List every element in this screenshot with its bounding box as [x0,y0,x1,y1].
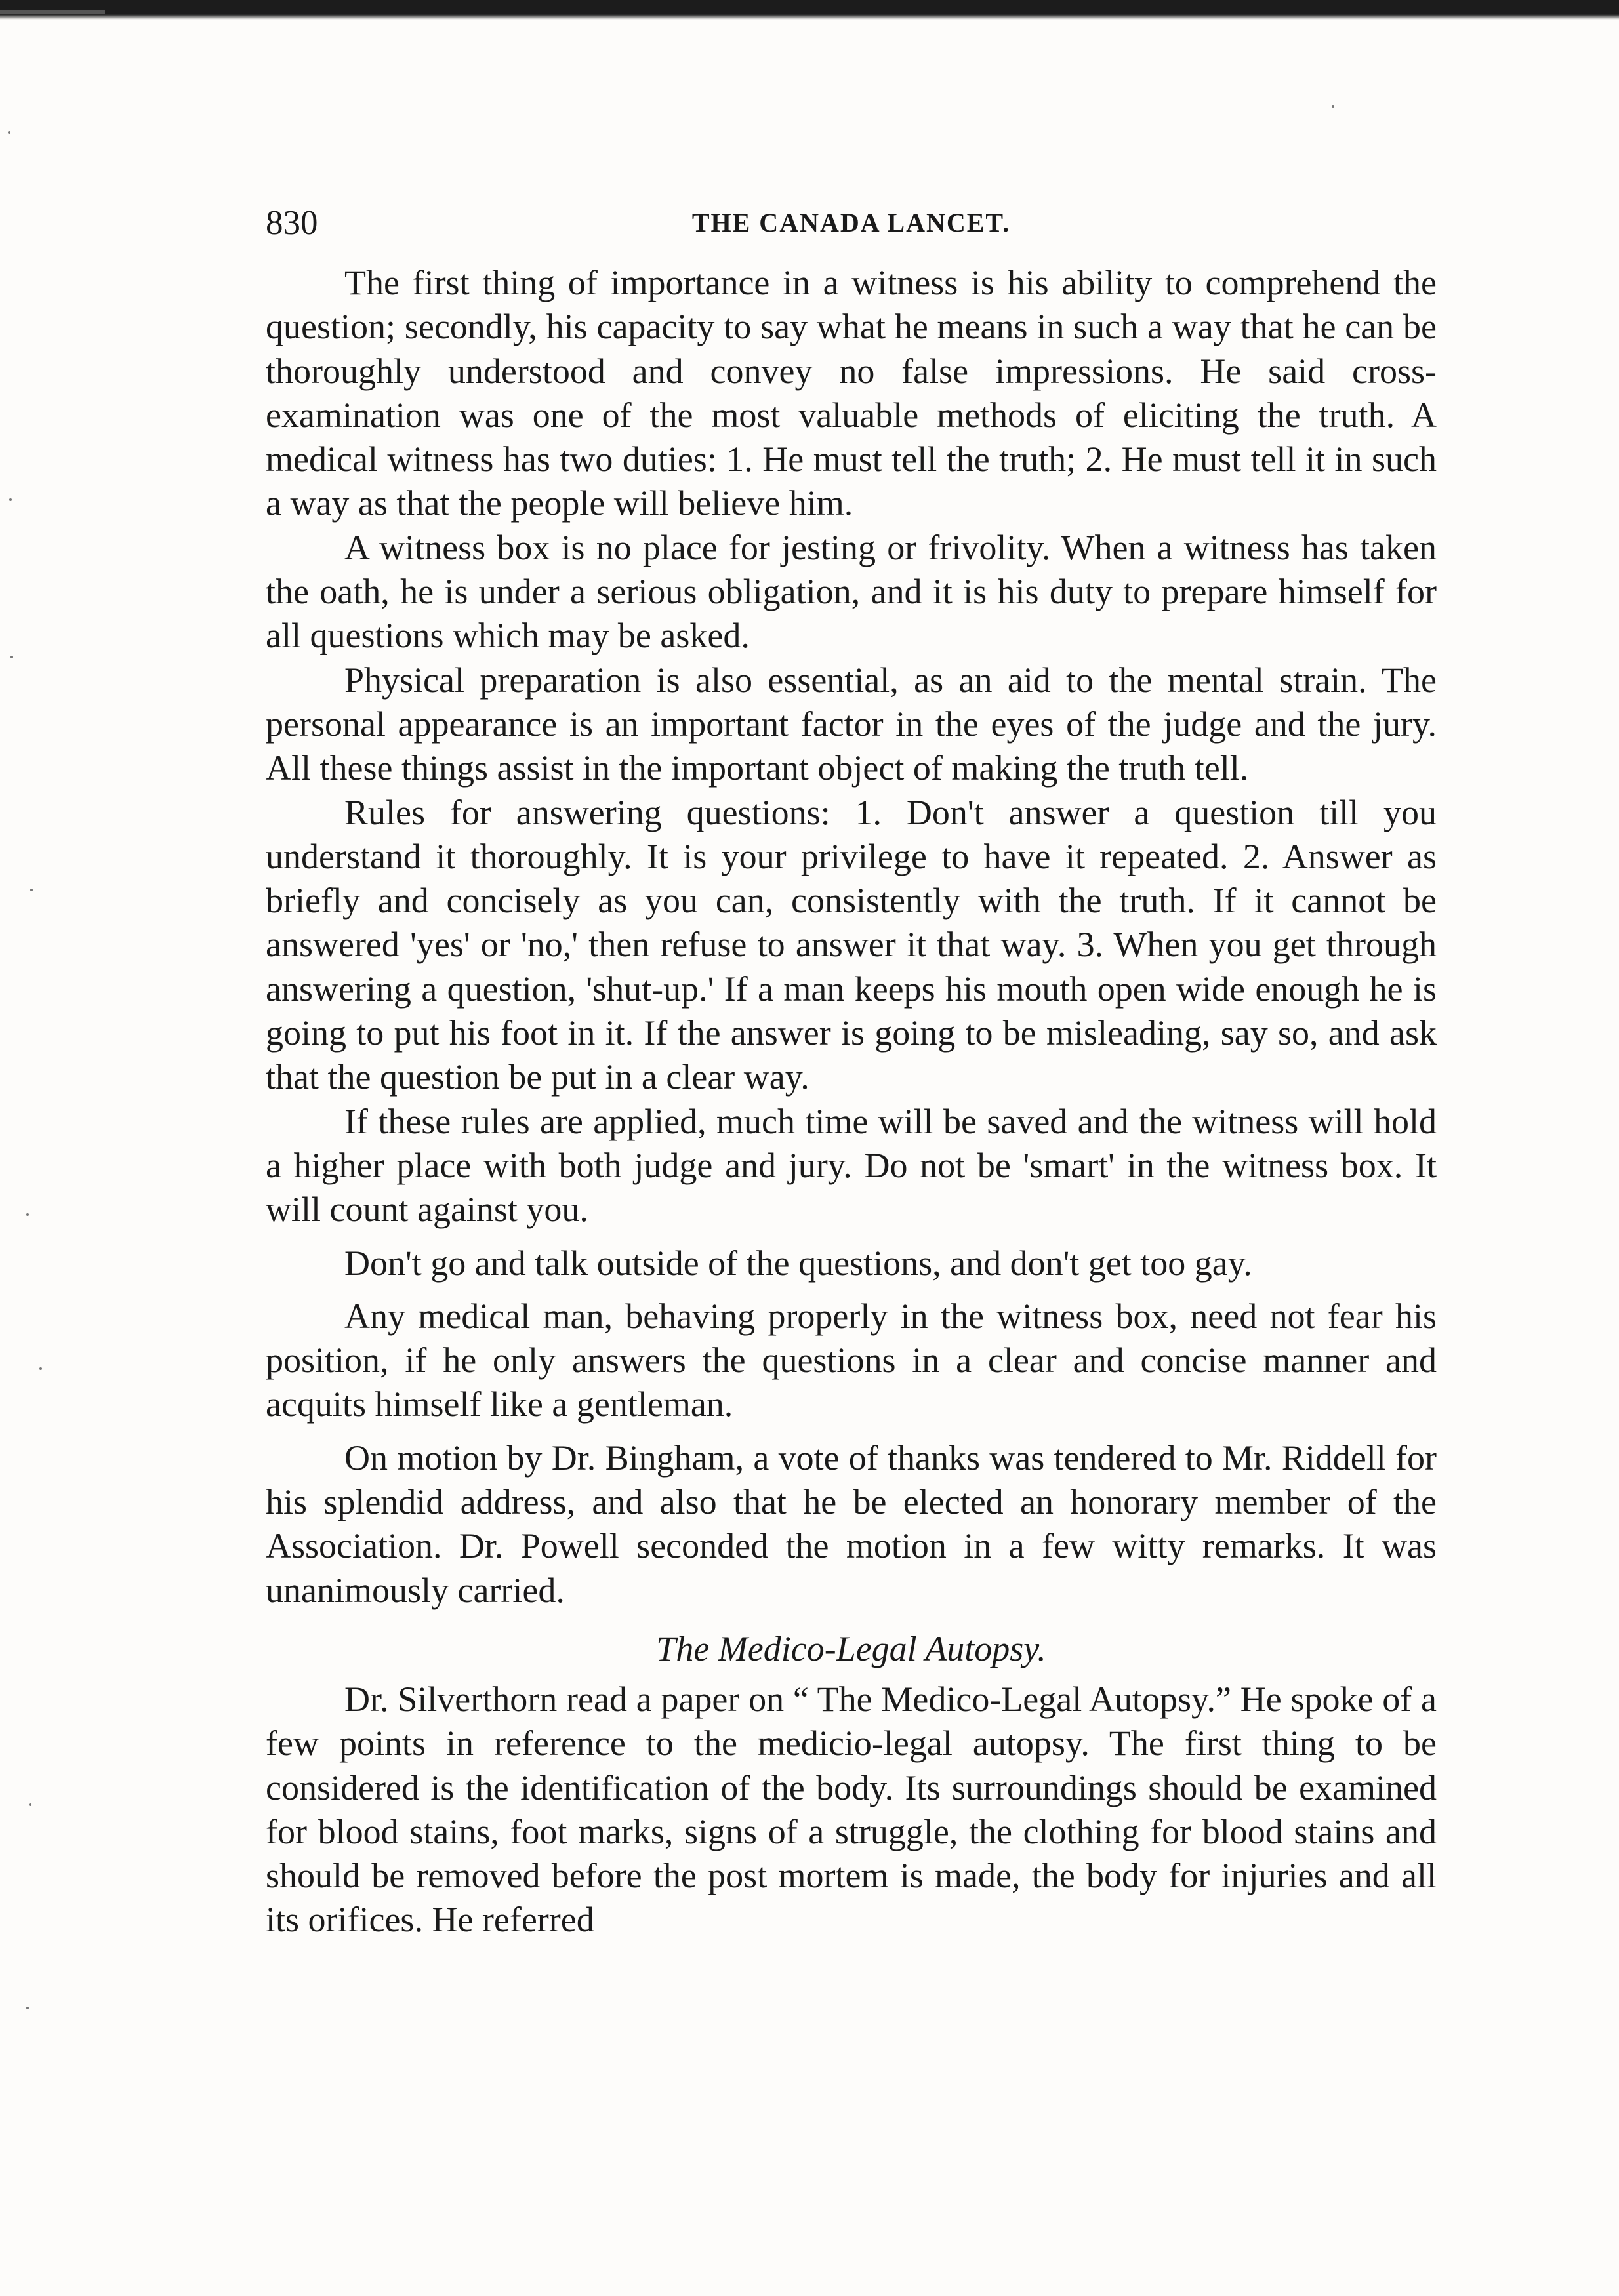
paragraph: Don't go and talk outside of the questions, and don't get too gay. [344,1243,1252,1283]
paragraph: Any medical man, behaving properly in the witness box, need not fear his position, if he only answers the questions in a clear and concise manner and acquits himself like a gentleman. [266,1296,1437,1424]
paragraph: Dr. Silverthorn read a paper on “ The Medico-Legal Autopsy.” He spoke of a few points in reference to the medicio-legal autopsy. The first thing to be considered is the identification of the body. Its surroundings should be examined for blood stains, foot marks, signs of a struggle, the clothing for blood stains and should be removed before the post mortem is made, the body for injuries and all its orifices. He referred [266,1679,1437,1940]
page-header [266,197,1437,249]
paragraph: A witness box is no place for jesting or frivolity. When a witness has taken the oath, he is under a serious obligation, and it is his duty to prepare himself for all questions which may be asked. [266,527,1437,656]
scan-speck [9,498,12,501]
scan-speck [10,656,13,658]
paragraph: The first thing of importance in a witness is his ability to comprehend the question; secondly, his capacity to say what he means in such a way that he can be thoroughly understood and convey no false impressions. He said cross-examination was one of the most valuable methods of eliciting the truth. A medical witness has two duties: 1. He must tell the truth; 2. He must tell it in such a way as that the people will believe him. [266,263,1437,523]
top-edge-mark [0,10,105,14]
top-edge-rule [0,0,1619,20]
section-heading: The Medico-Legal Autopsy. [656,1628,1046,1668]
scan-speck [1332,105,1334,108]
paragraph: Rules for answering questions: 1. Don't answer a question till you understand it thoroughly. It is your privilege to have it repeated. 2. Answer as briefly and concisely as you can, consistently with the truth. If it cannot be answered 'yes' or 'no,' then refuse to answer it that way. 3. When you get through answering a question, 'shut-up.' If a man keeps his mouth open wide enough he is going to put his foot in it. If the answer is going to be misleading, say so, and ask that the question be put in a clear way. [266,792,1437,1097]
scan-speck [26,1213,29,1216]
scan-speck [29,1803,31,1806]
paragraph: On motion by Dr. Bingham, a vote of thanks was tendered to Mr. Riddell for his splendid address, and also that he be elected an honorary member of the Association. Dr. Powell seconded the motion in a few witty remarks. It was unanimously carried. [266,1438,1437,1610]
running-title: THE CANADA LANCET. [691,208,1011,237]
scan-speck [30,889,33,891]
scan-speck [39,1367,42,1370]
page-number: 830 [266,204,318,242]
article-body [266,261,1437,1943]
paragraph: Physical preparation is also essential, as an aid to the mental strain. The personal appearance is an important factor in the eyes of the judge and the jury. All these things assist in the important object of making the truth tell. [266,660,1437,788]
paragraph: If these rules are applied, much time will be saved and the witness will hold a higher place with both judge and jury. Do not be 'smart' in the witness box. It will count against you. [266,1101,1437,1230]
scan-speck [26,2007,29,2009]
scan-speck [8,131,10,134]
